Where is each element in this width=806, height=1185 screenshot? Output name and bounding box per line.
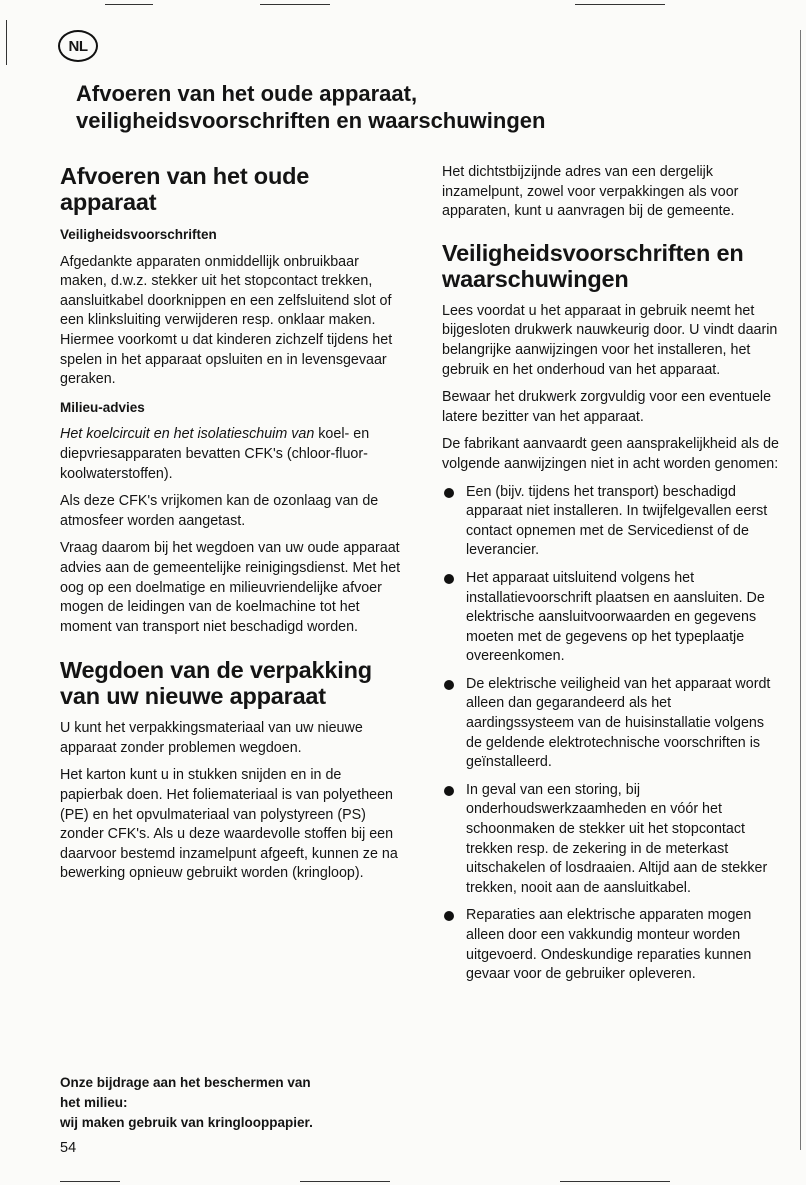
list-item (442, 781, 782, 899)
para-fabrikant: De fabrikant aanvaardt geen aansprakelijkheid als de volgende aanwijzingen niet in acht worden genomen: (442, 436, 779, 472)
page-header-title (76, 80, 716, 134)
list-item-text: In geval van een storing, bij onderhoudswerkzaamheden en vóór het schoonmaken de stekker uit het stopcontact trekken resp. de zekering in de meterkast uitschakelen of losdraaien. Altijd aan de stekker trekken, nooit aan de aansluitkabel. (466, 781, 768, 896)
warning-list (442, 483, 782, 985)
bullet-dot-icon (444, 488, 454, 498)
para-milieu-rest: koel- en diepvriesapparaten bevatten CFK's (chloor-fluor-koolwaterstoffen). (60, 426, 370, 482)
list-item (442, 483, 782, 561)
list-item-text: Het apparaat uitsluitend volgens het installatievoorschrift plaatsen en aansluiten. De elektrische aansluitvoorwaarden en gegevens moeten met de gegevens op het typeplaatje overeenkomen. (466, 569, 765, 665)
heading-verpakking: Wegdoen van de verpakking van uw nieuwe apparaat (60, 657, 372, 710)
page-number: 54 (60, 1140, 77, 1156)
para-adres: Het dichtstbijzijnde adres van een dergelijk inzamelpunt, zowel voor verpakkingen als voor apparaten, kunt u aanvragen bij de gemeente. (442, 164, 739, 220)
list-item (442, 569, 782, 667)
left-column (60, 163, 405, 892)
para-verpakking-1: U kunt het verpakkingsmateriaal van uw nieuwe apparaat zonder problemen wegdoen. (60, 720, 363, 756)
list-item-text: Reparaties aan elektrische apparaten mogen alleen door een vakkundig monteur worden uitgevoerd. Ondeskundige reparaties kunnen gevaar voor de gebruiker opleveren. (466, 907, 752, 983)
bullet-dot-icon (444, 911, 454, 921)
subheading-milieu: Milieu-advies (60, 399, 145, 415)
footer-note (60, 1073, 405, 1133)
para-bewaar: Bewaar het drukwerk zorgvuldig voor een eventuele latere bezitter van het apparaat. (442, 389, 772, 425)
right-column (442, 163, 782, 993)
scan-edge-bottom-3 (560, 1181, 670, 1182)
para-lees: Lees voordat u het apparaat in gebruik neemt het bijgesloten drukwerk nauwkeurig door. U vindt daarin belangrijke aanwijzingen voor het installeren, het gebruik en het onderhoud van het apparaat. (442, 302, 778, 378)
heading-afvoeren: Afvoeren van het oude apparaat (60, 163, 310, 215)
scan-edge-top-2 (260, 4, 330, 5)
list-item-text: Een (bijv. tijdens het transport) beschadigd apparaat niet installeren. In twijfelgevallen eerst contact opnemen met de Servicedienst of de leverancier. (466, 483, 768, 559)
scan-edge-bottom-2 (300, 1181, 390, 1182)
para-veiligheid: Afgedankte apparaten onmiddellijk onbruikbaar maken, d.w.z. stekker uit het stopcontact trekken, aansluitkabel doorknippen en een zelfsluitend slot of een klinksluiting verwijderen resp. onklaar maken. Hiermee voorkomt u dat kinderen zichzelf tijdens het spelen in het apparaat opsluiten en in levensgevaar geraken. (60, 253, 393, 388)
scan-edge-right (800, 30, 801, 1150)
list-item (442, 675, 782, 773)
list-item-text: De elektrische veiligheid van het apparaat wordt alleen dan gegarandeerd als het aardingssysteem van de huisinstallatie volgens de geldende elektrotechnische voorschriften is geïnstalleerd. (466, 675, 771, 771)
bullet-dot-icon (444, 574, 454, 584)
scan-edge-top-1 (105, 4, 153, 5)
para-cfk: Als deze CFK's vrijkomen kan de ozonlaag van de atmosfeer worden aangetast. (60, 493, 379, 529)
header-title-line2: veiligheidsvoorschriften en waarschuwingen (76, 108, 546, 133)
scan-edge-top-3 (575, 4, 665, 5)
language-badge: NL (58, 30, 98, 62)
footer-note-line1: Onze bijdrage aan het beschermen van (60, 1075, 311, 1090)
heading-veiligheid: Veiligheidsvoorschriften en waarschuwingen (442, 239, 744, 292)
para-verpakking-2: Het karton kunt u in stukken snijden en in de papierbak doen. Het foliemateriaal is van polyetheen (PE) en het opvulmateriaal van polystyreen (PS) zonder CFK's. Als u deze waardevolle stoffen bij een daarvoor bestemd inzamelpunt afgeeft, kunnen ze na bewerking opnieuw gebruikt worden (kringloop). (60, 767, 398, 882)
scan-edge-bottom-1 (60, 1181, 120, 1182)
footer-note-line2: het milieu: (60, 1095, 128, 1110)
header-title-line1: Afvoeren van het oude apparaat, (76, 81, 418, 106)
para-vraag: Vraag daarom bij het wegdoen van uw oude apparaat advies aan de gemeentelijke reinigingsdienst. Met het oog op een doelmatige en milieuvriendelijke afvoer mogen de leidingen van de koelmachine tot het moment van transport niet beschadigd worden. (60, 540, 401, 635)
list-item (442, 906, 782, 984)
bullet-dot-icon (444, 786, 454, 796)
para-milieu (60, 425, 405, 484)
scan-edge-left (6, 20, 7, 65)
footer-note-line3: wij maken gebruik van kringlooppapier. (60, 1115, 313, 1130)
bullet-dot-icon (444, 680, 454, 690)
subheading-veiligheid: Veiligheidsvoorschriften (60, 227, 217, 242)
para-milieu-italic: Het koelcircuit en het isolatieschuim van (60, 426, 315, 443)
